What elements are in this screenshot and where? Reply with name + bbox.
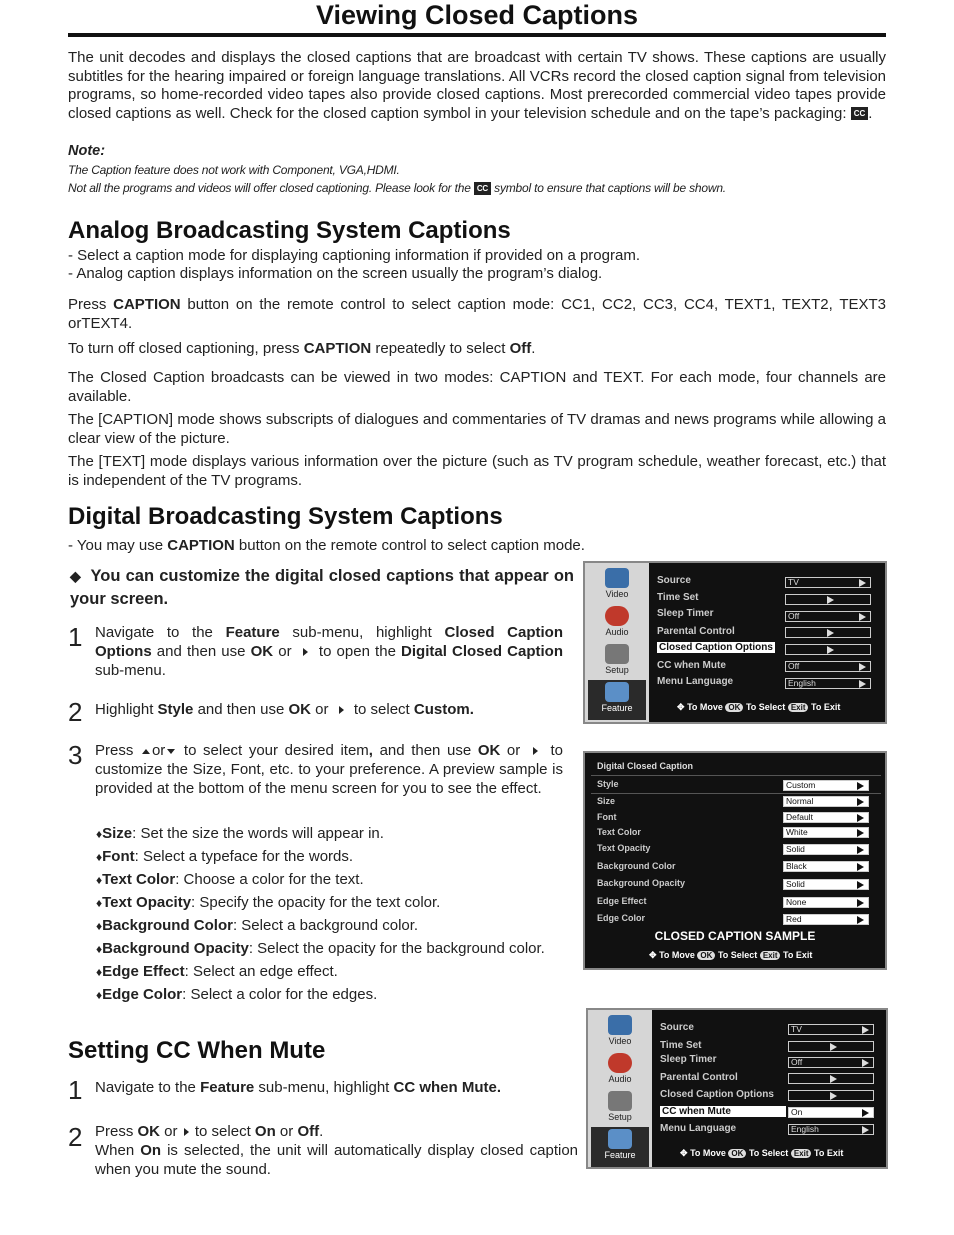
diamond-icon: ♦ xyxy=(96,896,103,910)
dcc-value-edge-effect: None xyxy=(783,897,869,908)
diamond-icon: ♦ xyxy=(96,850,103,864)
dcc-value-font: Default xyxy=(783,812,869,823)
mute-step-1-text: Navigate to the Feature sub-menu, highlight CC when Mute. xyxy=(95,1079,502,1096)
diamond-icon: ◆ xyxy=(70,568,82,584)
sidebar-item-setup[interactable]: Setup xyxy=(591,1089,649,1125)
diamond-icon: ♦ xyxy=(96,919,103,933)
exit-key-icon: Exit xyxy=(791,1149,812,1158)
menu-value-closed-caption-options xyxy=(785,644,871,655)
exit-key-icon: Exit xyxy=(760,951,781,960)
menu-value-sleep-timer: Off xyxy=(788,1057,874,1068)
diamond-icon: ♦ xyxy=(96,965,103,979)
dcc-value-size: Normal xyxy=(783,796,869,807)
menu-row-sleep-timer[interactable]: Sleep Timer xyxy=(657,608,714,619)
up-arrow-icon xyxy=(142,749,150,754)
menu-row-source[interactable]: Source xyxy=(660,1022,694,1033)
setup-icon xyxy=(608,1091,632,1111)
menu-value-cc-when-mute: On xyxy=(788,1107,874,1118)
cc-symbol-icon: CC xyxy=(851,107,869,120)
menu-value-source: TV xyxy=(788,1024,874,1035)
dcc-row-size[interactable]: Size xyxy=(597,796,616,806)
menu-value-menu-language: English xyxy=(788,1124,874,1135)
video-icon xyxy=(608,1015,632,1035)
ok-key-icon: OK xyxy=(697,951,715,960)
analog-bullet-2: - Analog caption displays information on the screen usually the program’s dialog. xyxy=(68,265,603,282)
analog-press-caption: Press CAPTION button on the remote control to select caption mode: CC1, CC2, CC3, CC4, TEXT1, TEXT2, TEXT3 orTEXT4. xyxy=(68,296,886,332)
step-3-text: Press or to select your desired item, and then use OK or to customize the Size, Font, etc. to your preference. A preview sample is provided at the bottom of the menu screen for you to see the effect. xyxy=(95,742,563,797)
menu-row-closed-caption-options[interactable]: Closed Caption Options xyxy=(659,642,773,653)
right-arrow-icon xyxy=(533,747,538,755)
dcc-row-text-opacity[interactable]: Text Opacity xyxy=(597,843,651,853)
item-size: ♦Size: Set the size the words will appear in. xyxy=(96,825,384,842)
menu-footer: ✥ To Move OK To Select Exit To Exit xyxy=(677,702,841,712)
sidebar-item-audio[interactable]: Audio xyxy=(591,1051,649,1087)
title-rule xyxy=(68,33,886,37)
dcc-footer: ✥ To Move OK To Select Exit To Exit xyxy=(649,950,813,960)
exit-key-icon: Exit xyxy=(788,703,809,712)
dcc-value-text-color: White xyxy=(783,827,869,838)
down-arrow-icon xyxy=(167,749,175,754)
dcc-value-text-opacity: Solid xyxy=(783,844,869,855)
customize-heading: ◆ You can customize the digital closed captions that appear on your screen. xyxy=(70,567,574,608)
menu-value-time-set xyxy=(788,1041,874,1052)
sidebar-item-video[interactable]: Video xyxy=(591,1013,649,1049)
menu-row-time-set[interactable]: Time Set xyxy=(660,1040,702,1051)
step-2-text: Highlight Style and then use OK or to select Custom. xyxy=(95,701,474,718)
menu-row-parental-control[interactable]: Parental Control xyxy=(660,1072,738,1083)
feature-icon xyxy=(605,682,629,702)
intro-text: The unit decodes and displays the closed captions that are broadcast with certain TV shows. These captions are usually subtitles for the hearing impaired or foreign language translations. All VCRs record the closed caption signal from television programs, so home-recorded video tapes also provide closed captions. Most prerecorded commercial video tapes provide closed captions as well. Check for the closed caption symbol in your television schedule and on the tape’s packaging: xyxy=(68,49,886,122)
dcc-row-background-color[interactable]: Background Color xyxy=(597,861,676,871)
digital-closed-caption-menu xyxy=(583,751,887,970)
menu-body xyxy=(649,563,885,722)
mute-step-2-number: 2 xyxy=(68,1122,83,1152)
menu-row-menu-language[interactable]: Menu Language xyxy=(657,676,734,687)
menu-sidebar xyxy=(588,1010,652,1167)
diamond-icon: ♦ xyxy=(96,942,103,956)
menu-row-parental-control[interactable]: Parental Control xyxy=(657,626,735,637)
ok-key-icon: OK xyxy=(728,1149,746,1158)
cc-symbol-icon: CC xyxy=(474,182,491,195)
menu-value-menu-language: English xyxy=(785,678,871,689)
feature-icon xyxy=(608,1129,632,1149)
note-label: Note: xyxy=(68,143,106,159)
audio-icon xyxy=(608,1053,632,1073)
sidebar-item-setup[interactable]: Setup xyxy=(588,642,646,678)
step-2-number: 2 xyxy=(68,697,83,727)
dcc-divider xyxy=(591,775,881,776)
dcc-row-edge-color[interactable]: Edge Color xyxy=(597,913,646,923)
dcc-divider xyxy=(591,793,881,794)
item-edge-effect: ♦Edge Effect: Select an edge effect. xyxy=(96,963,338,980)
move-arrows-icon: ✥ xyxy=(649,950,657,960)
dcc-value-style: Custom xyxy=(783,780,869,791)
right-arrow-icon xyxy=(184,1128,189,1136)
analog-bullet-1: - Select a caption mode for displaying captioning information if provided on a program. xyxy=(68,247,640,264)
move-arrows-icon: ✥ xyxy=(677,702,685,712)
item-font: ♦Font: Select a typeface for the words. xyxy=(96,848,354,865)
move-arrows-icon: ✥ xyxy=(680,1148,688,1158)
menu-value-closed-caption-options xyxy=(788,1090,874,1101)
item-background-color: ♦Background Color: Select a background color. xyxy=(96,917,419,934)
menu-value-source: TV xyxy=(785,577,871,588)
diamond-icon: ♦ xyxy=(96,873,103,887)
item-edge-color: ♦Edge Color: Select a color for the edges. xyxy=(96,986,378,1003)
menu-value-time-set xyxy=(785,594,871,605)
digital-heading: Digital Broadcasting System Captions xyxy=(68,503,503,530)
mute-step-2-text: Press OK or to select On or Off. When On is selected, the unit will automatically display closed caption when you mute the sound. xyxy=(95,1123,578,1178)
dcc-row-text-color[interactable]: Text Color xyxy=(597,827,641,837)
item-background-opacity: ♦Background Opacity: Select the opacity for the background color. xyxy=(96,940,545,957)
mute-heading: Setting CC When Mute xyxy=(68,1037,326,1064)
menu-row-cc-when-mute[interactable]: CC when Mute xyxy=(657,660,726,671)
dcc-row-font[interactable]: Font xyxy=(597,812,617,822)
closed-caption-sample: CLOSED CAPTION SAMPLE xyxy=(654,929,816,943)
menu-row-time-set[interactable]: Time Set xyxy=(657,592,699,603)
menu-row-sleep-timer[interactable]: Sleep Timer xyxy=(660,1054,717,1065)
mute-step-1-number: 1 xyxy=(68,1075,83,1105)
menu-row-source[interactable]: Source xyxy=(657,575,691,586)
audio-icon xyxy=(605,606,629,626)
dcc-value-background-color: Black xyxy=(783,861,869,872)
feature-menu-screenshot xyxy=(583,561,887,724)
intro-paragraph: The unit decodes and displays the closed captions that are broadcast with certain TV shows. These captions are usually subtitles for the hearing impaired or foreign language translations. All VCRs record the closed caption signal from television programs, so home-recorded video tapes also provide closed captions. Most prerecorded commercial video tapes provide closed captions as well. Check for the closed caption symbol in your television schedule and on the tape’s packaging: CC . xyxy=(68,49,886,122)
menu-row-menu-language[interactable]: Menu Language xyxy=(660,1123,737,1134)
step-1-number: 1 xyxy=(68,622,83,652)
menu-row-closed-caption-options[interactable]: Closed Caption Options xyxy=(660,1089,774,1100)
menu-value-parental-control xyxy=(788,1073,874,1084)
sidebar-item-feature[interactable]: Feature xyxy=(591,1127,649,1167)
dcc-value-background-opacity: Solid xyxy=(783,879,869,890)
dcc-row-background-opacity[interactable]: Background Opacity xyxy=(597,878,686,888)
step-1-text: Navigate to the Feature sub-menu, highlight Closed Caption Options and then use OK or to open the Digital Closed Caption sub-menu. xyxy=(95,624,563,679)
sidebar-item-video[interactable]: Video xyxy=(588,566,646,602)
analog-text-mode-paragraph: The [TEXT] mode displays various information over the picture (such as TV program schedule, weather forecast, etc.) that is independent of the TV programs. xyxy=(68,453,886,489)
diamond-icon: ♦ xyxy=(96,827,103,841)
menu-body xyxy=(652,1010,886,1167)
menu-value-parental-control xyxy=(785,627,871,638)
dcc-row-style[interactable]: Style xyxy=(597,779,619,789)
item-text-opacity: ♦Text Opacity: Specify the opacity for the text color. xyxy=(96,894,441,911)
menu-row-cc-when-mute[interactable]: CC when Mute xyxy=(660,1106,786,1117)
page-title: Viewing Closed Captions xyxy=(315,0,639,30)
note-line-2a: Not all the programs and videos will offer closed captioning. Please look for the xyxy=(68,181,471,195)
video-icon xyxy=(605,568,629,588)
note-line-1: The Caption feature does not work with Component, VGA,HDMI. xyxy=(68,163,400,177)
right-arrow-icon xyxy=(303,648,308,656)
dcc-row-edge-effect[interactable]: Edge Effect xyxy=(597,896,647,906)
cc-when-mute-menu-screenshot xyxy=(586,1008,888,1169)
right-arrow-icon xyxy=(339,706,344,714)
diamond-icon: ♦ xyxy=(96,988,103,1002)
sidebar-item-audio[interactable]: Audio xyxy=(588,604,646,640)
step-3-number: 3 xyxy=(68,740,83,770)
note-line-2b: symbol to ensure that captions will be shown. xyxy=(494,181,726,195)
dcc-title: Digital Closed Caption xyxy=(597,761,694,771)
analog-caption-mode-paragraph: The [CAPTION] mode shows subscripts of dialogues and commentaries of TV dramas and news programs while allowing a clear view of the picture. xyxy=(68,411,886,447)
menu-footer: ✥ To Move OK To Select Exit To Exit xyxy=(680,1148,844,1158)
analog-turn-off: To turn off closed captioning, press CAPTION repeatedly to select Off. xyxy=(68,340,536,357)
setup-icon xyxy=(605,644,629,664)
menu-value-sleep-timer: Off xyxy=(785,611,871,622)
menu-sidebar xyxy=(585,563,649,722)
note-line-2 xyxy=(68,181,726,195)
analog-heading: Analog Broadcasting System Captions xyxy=(68,217,511,244)
digital-intro: - You may use CAPTION button on the remote control to select caption mode. xyxy=(68,537,585,554)
item-text-color: ♦Text Color: Choose a color for the text. xyxy=(96,871,364,888)
ok-key-icon: OK xyxy=(725,703,743,712)
dcc-value-edge-color: Red xyxy=(783,914,869,925)
analog-modes-paragraph: The Closed Caption broadcasts can be viewed in two modes: CAPTION and TEXT. For each mode, four channels are available. xyxy=(68,369,886,405)
menu-value-cc-when-mute: Off xyxy=(785,661,871,672)
sidebar-item-feature[interactable]: Feature xyxy=(588,680,646,720)
